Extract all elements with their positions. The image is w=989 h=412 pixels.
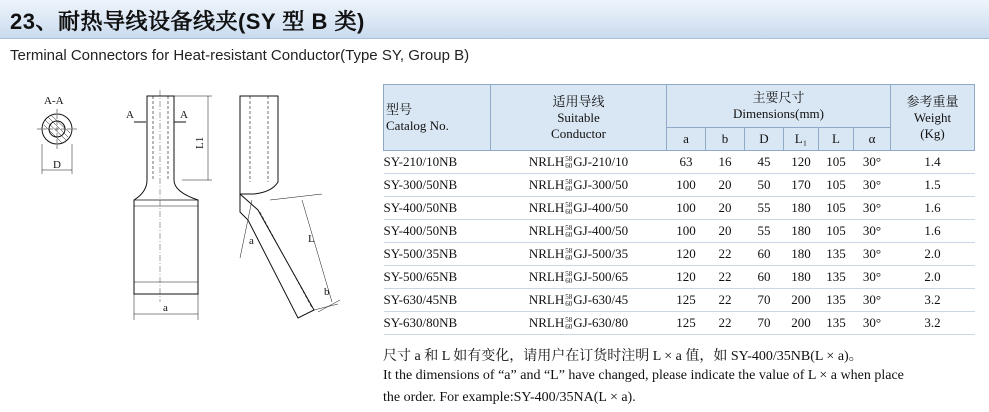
page-subtitle: Terminal Connectors for Heat-resistant Conductor(Type SY, Group B) xyxy=(10,47,470,64)
cell-a: 100 xyxy=(667,174,706,197)
cell-conductor: NRLH58 60GJ-500/65 xyxy=(491,266,667,289)
cell-l: 105 xyxy=(819,197,854,220)
cell-conductor: NRLH58 60GJ-300/50 xyxy=(491,174,667,197)
cell-weight: 3.2 xyxy=(891,312,975,335)
title-bar xyxy=(0,0,989,39)
cell-d: 70 xyxy=(745,312,784,335)
cell-b: 22 xyxy=(706,243,745,266)
cell-conductor: NRLH58 60GJ-630/80 xyxy=(491,312,667,335)
cell-l1: 200 xyxy=(784,312,819,335)
table-row xyxy=(384,289,975,312)
cell-weight: 2.0 xyxy=(891,266,975,289)
header-catalog: 型号 Catalog No. xyxy=(384,85,491,151)
cell-catalog: SY-630/80NB xyxy=(384,312,491,335)
page-title: 23、耐热导线设备线夹(SY 型 B 类) xyxy=(10,9,365,34)
cell-l: 105 xyxy=(819,151,854,174)
cell-l: 135 xyxy=(819,289,854,312)
table-header-row xyxy=(384,85,975,128)
cell-l: 105 xyxy=(819,174,854,197)
cut-a-left: A xyxy=(126,109,134,121)
cell-l1: 180 xyxy=(784,220,819,243)
cell-weight: 1.5 xyxy=(891,174,975,197)
cell-b: 20 xyxy=(706,220,745,243)
cell-b: 22 xyxy=(706,312,745,335)
cell-d: 60 xyxy=(745,266,784,289)
cell-d: 55 xyxy=(745,220,784,243)
header-weight: 参考重量 Weight (Kg) xyxy=(891,85,975,151)
cell-l1: 120 xyxy=(784,151,819,174)
cell-l: 135 xyxy=(819,266,854,289)
cell-alpha: 30° xyxy=(854,220,891,243)
cell-d: 70 xyxy=(745,289,784,312)
cell-l1: 180 xyxy=(784,266,819,289)
table-row xyxy=(384,220,975,243)
spec-table xyxy=(383,84,975,335)
cut-a-right: A xyxy=(180,109,188,121)
cell-conductor: NRLH58 60GJ-400/50 xyxy=(491,197,667,220)
cell-b: 20 xyxy=(706,197,745,220)
cell-l1: 170 xyxy=(784,174,819,197)
cell-alpha: 30° xyxy=(854,266,891,289)
col-l: L xyxy=(819,128,854,151)
header-dimensions: 主要尺寸 Dimensions(mm) xyxy=(667,85,891,128)
dim-l-label: L xyxy=(308,233,315,245)
cell-d: 45 xyxy=(745,151,784,174)
cell-weight: 1.6 xyxy=(891,220,975,243)
cell-catalog: SY-400/50NB xyxy=(384,197,491,220)
cell-alpha: 30° xyxy=(854,197,891,220)
note-en-line1: It the dimensions of “a” and “L” have changed, please indicate the value of L × a when place xyxy=(383,368,904,383)
cell-d: 50 xyxy=(745,174,784,197)
table-row xyxy=(384,197,975,220)
cell-b: 20 xyxy=(706,174,745,197)
cell-b: 22 xyxy=(706,266,745,289)
note-en-line2: the order. For example:SY-400/35NA(L × a). xyxy=(383,390,636,405)
front-view xyxy=(126,90,212,320)
table-body xyxy=(384,151,975,335)
cell-conductor: NRLH58 60GJ-210/10 xyxy=(491,151,667,174)
cell-catalog: SY-300/50NB xyxy=(384,174,491,197)
cell-l: 105 xyxy=(819,220,854,243)
cell-alpha: 30° xyxy=(854,174,891,197)
cell-alpha: 30° xyxy=(854,289,891,312)
col-b: b xyxy=(706,128,745,151)
cell-weight: 1.4 xyxy=(891,151,975,174)
cell-catalog: SY-400/50NB xyxy=(384,220,491,243)
cell-conductor: NRLH58 60GJ-500/35 xyxy=(491,243,667,266)
cell-d: 60 xyxy=(745,243,784,266)
cell-weight: 3.2 xyxy=(891,289,975,312)
note-cn: 尺寸 a 和 L 如有变化，请用户在订货时注明 L × a 值，如 SY-400/35NB(L × a)。 xyxy=(383,349,863,364)
cell-a: 100 xyxy=(667,220,706,243)
cell-l1: 180 xyxy=(784,197,819,220)
dim-a-bottom-label: a xyxy=(163,302,168,314)
col-a: a xyxy=(667,128,706,151)
cell-a: 100 xyxy=(667,197,706,220)
col-alpha: α xyxy=(854,128,891,151)
cell-alpha: 30° xyxy=(854,243,891,266)
section-label: A-A xyxy=(44,95,64,107)
table-row xyxy=(384,243,975,266)
cell-l1: 180 xyxy=(784,243,819,266)
table-row xyxy=(384,266,975,289)
table-row xyxy=(384,174,975,197)
cell-weight: 1.6 xyxy=(891,197,975,220)
dim-b-label: b xyxy=(324,286,330,298)
cell-catalog: SY-500/35NB xyxy=(384,243,491,266)
cell-catalog: SY-630/45NB xyxy=(384,289,491,312)
cell-a: 63 xyxy=(667,151,706,174)
cell-a: 120 xyxy=(667,243,706,266)
cell-l: 135 xyxy=(819,312,854,335)
section-view xyxy=(37,95,77,174)
dim-l1-label: L1 xyxy=(194,136,206,149)
col-d: D xyxy=(745,128,784,151)
col-l1: L₁ xyxy=(784,128,819,151)
cell-b: 16 xyxy=(706,151,745,174)
cell-a: 125 xyxy=(667,289,706,312)
side-view xyxy=(240,96,340,318)
cell-alpha: 30° xyxy=(854,151,891,174)
cell-a: 120 xyxy=(667,266,706,289)
cell-catalog: SY-500/65NB xyxy=(384,266,491,289)
cell-l1: 200 xyxy=(784,289,819,312)
cell-a: 125 xyxy=(667,312,706,335)
cell-weight: 2.0 xyxy=(891,243,975,266)
dim-angle-label: a xyxy=(249,235,254,247)
cell-l: 135 xyxy=(819,243,854,266)
cell-conductor: NRLH58 60GJ-400/50 xyxy=(491,220,667,243)
cell-alpha: 30° xyxy=(854,312,891,335)
cell-d: 55 xyxy=(745,197,784,220)
cell-conductor: NRLH58 60GJ-630/45 xyxy=(491,289,667,312)
cell-b: 22 xyxy=(706,289,745,312)
cell-catalog: SY-210/10NB xyxy=(384,151,491,174)
connector-drawing xyxy=(22,82,362,332)
header-conductor: 适用导线 Suitable Conductor xyxy=(491,85,667,151)
dim-d-label: D xyxy=(53,159,61,171)
table-row xyxy=(384,151,975,174)
table-row xyxy=(384,312,975,335)
